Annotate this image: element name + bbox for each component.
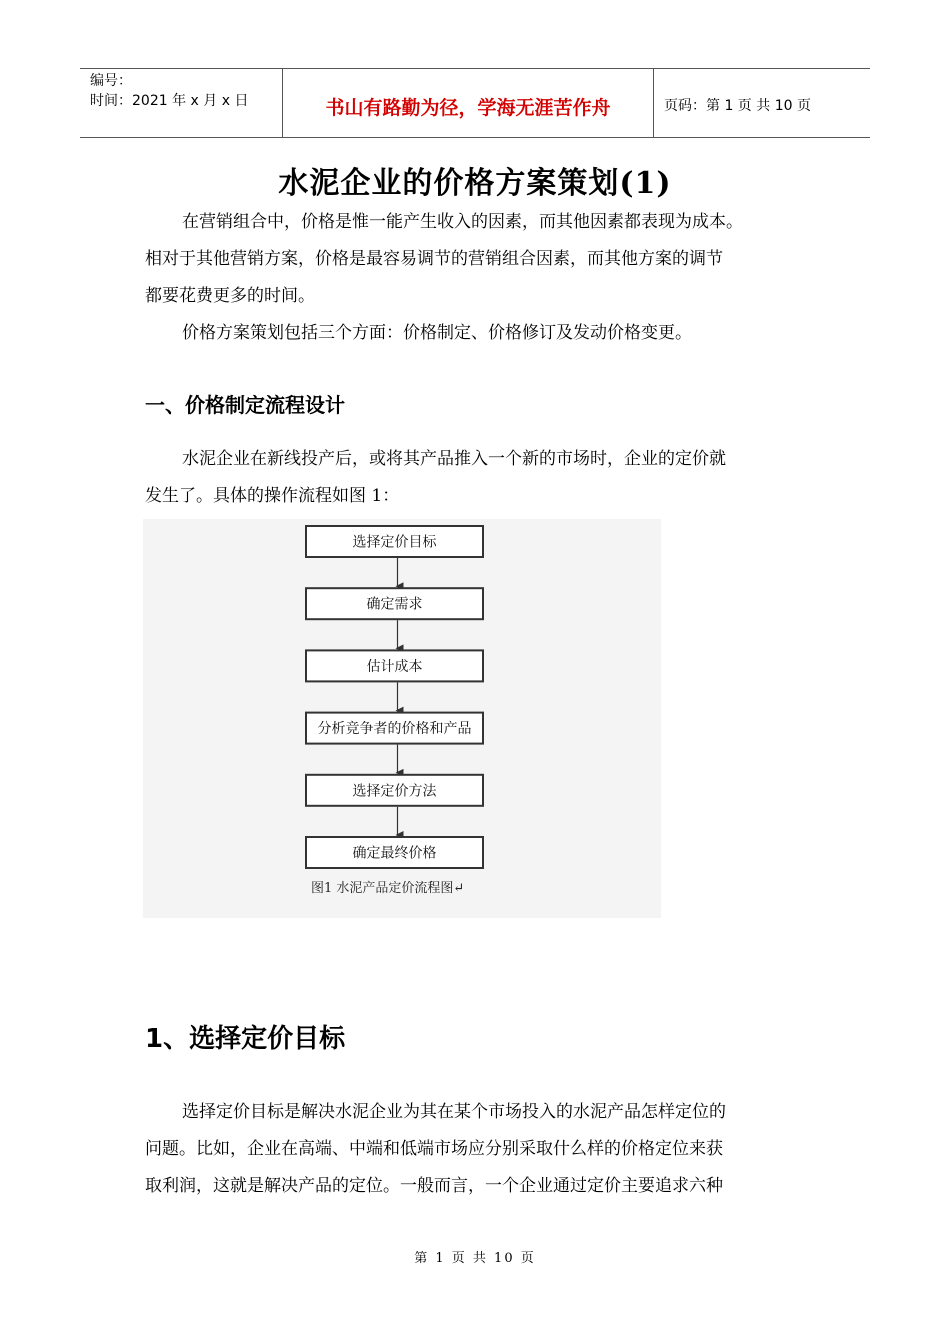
intro-paragraph-line-2: 相对于其他营销方案，价格是最容易调节的营销组合因素，而其他方案的调节 [145,249,723,269]
section-heading-pricing-objective: 1、选择定价目标 [145,1024,346,1054]
pricing-flowchart-figure [143,519,661,918]
intro-paragraph-line-1: 在营销组合中，价格是惟一能产生收入的因素，而其他因素都表现为成本。 [182,212,743,232]
flowchart-step-label: 确定需求 [366,596,423,613]
document-title: 水泥企业的价格方案策划(1) [278,166,672,201]
section-heading-pricing-process: 一、价格制定流程设计 [145,393,345,417]
flowchart-step-label: 确定最终价格 [352,845,437,862]
flowchart-step-label: 分析竞争者的价格和产品 [317,721,472,738]
header-page-info: 页码：第 1 页 共 10 页 [664,98,811,114]
section1-paragraph-line-2: 发生了。具体的操作流程如图 1： [145,486,400,506]
page-footer: 第 1 页 共 10 页 [414,1251,536,1266]
flowchart-svg [143,519,661,918]
header-number-label: 编号： [90,73,132,89]
section2-paragraph-line-3: 取利润，这就是解决产品的定位。一般而言，一个企业通过定价主要追求六种 [145,1176,723,1196]
flowchart-step-label: 选择定价目标 [352,534,437,551]
flowchart-caption: 图1 水泥产品定价流程图↵ [311,881,465,896]
section1-paragraph-line-1: 水泥企业在新线投产后，或将其产品推入一个新的市场时，企业的定价就 [182,449,726,469]
intro-paragraph-2: 价格方案策划包括三个方面：价格制定、价格修订及发动价格变更。 [182,323,692,343]
header-motto: 书山有路勤为径，学海无涯苦作舟 [282,69,654,137]
header-meta [80,69,282,137]
page-header [80,68,870,138]
header-time-label: 时间：2021 年 x 月 x 日 [90,93,249,109]
section2-paragraph-line-1: 选择定价目标是解决水泥企业为其在某个市场投入的水泥产品怎样定位的 [182,1102,726,1122]
flowchart-step-label: 选择定价方法 [352,783,437,800]
section2-paragraph-line-2: 问题。比如，企业在高端、中端和低端市场应分别采取什么样的价格定位来获 [145,1139,723,1159]
intro-paragraph-line-3: 都要花费更多的时间。 [145,286,315,306]
flowchart-step-label: 估计成本 [366,658,423,675]
